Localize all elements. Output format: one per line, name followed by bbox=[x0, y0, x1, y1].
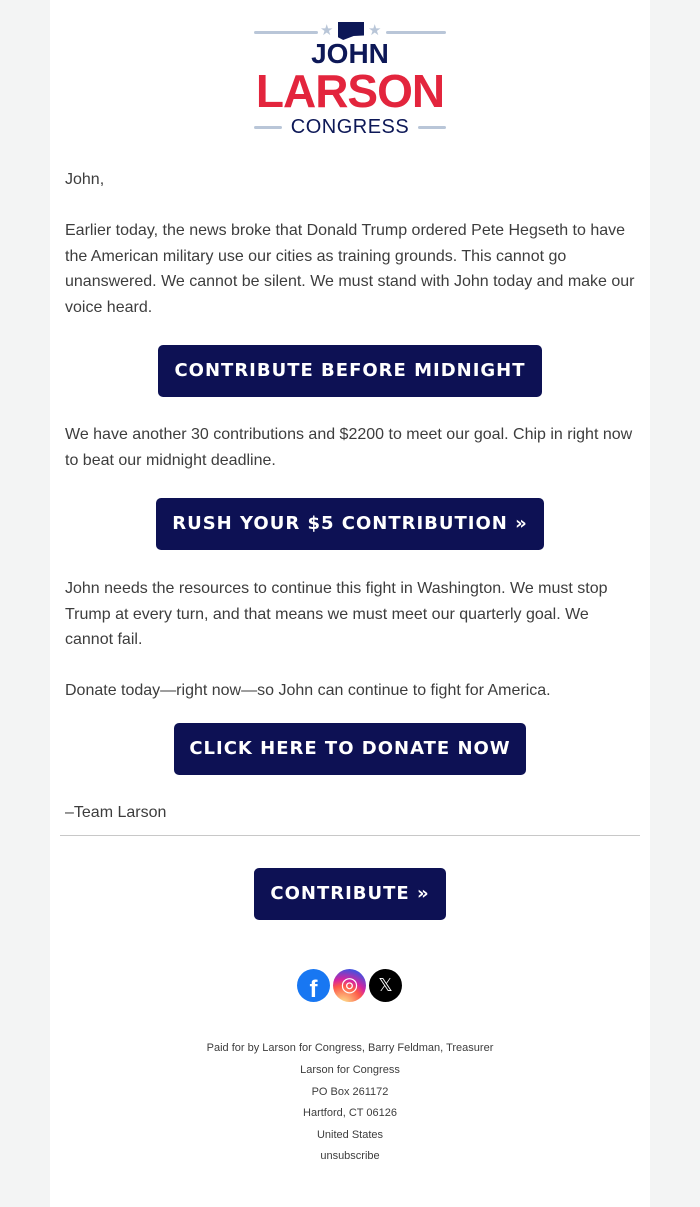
logo-first-name: JOHN bbox=[311, 38, 389, 69]
logo-rule-bottom-left bbox=[254, 126, 282, 129]
divider bbox=[60, 835, 640, 836]
footer-city: Hartford, CT 06126 bbox=[303, 1107, 397, 1119]
unsubscribe-link[interactable]: unsubscribe bbox=[320, 1150, 380, 1162]
star-icon: ★ bbox=[320, 22, 334, 39]
instagram-glyph: ◎ bbox=[340, 974, 359, 996]
logo-rule-top-left bbox=[254, 31, 318, 34]
logo-congress: CONGRESS bbox=[290, 116, 410, 138]
logo-last-name: LARSON bbox=[255, 65, 445, 117]
contribute-before-midnight-button[interactable]: CONTRIBUTE BEFORE MIDNIGHT bbox=[158, 345, 542, 397]
greeting: John, bbox=[65, 171, 105, 188]
x-glyph: 𝕏 bbox=[378, 975, 393, 995]
logo-rule-bottom-right bbox=[418, 126, 446, 129]
instagram-icon[interactable] bbox=[333, 969, 366, 1002]
body-paragraph-4: Donate today—right now—so John can continue to fight for America. bbox=[65, 682, 551, 699]
contribute-button[interactable]: CONTRIBUTE » bbox=[254, 868, 446, 920]
footer-organization: Larson for Congress bbox=[300, 1064, 400, 1076]
email-card bbox=[50, 0, 650, 1207]
body-paragraph-2: We have another 30 contributions and $2200 to meet our goal. Chip in right now to beat our midnight deadline. bbox=[65, 426, 633, 469]
footer-country: United States bbox=[316, 1129, 384, 1141]
body-paragraph-1: Earlier today, the news broke that Donald Trump ordered Pete Hegseth to have the American military use our cities as training grounds. This cannot go unanswered. We cannot be silent. We must stand with John today and make our voice heard. bbox=[65, 222, 635, 316]
facebook-icon[interactable] bbox=[297, 969, 330, 1002]
paid-for-disclaimer: Paid for by Larson for Congress, Barry Feldman, Treasurer bbox=[206, 1042, 494, 1054]
body-paragraph-3: John needs the resources to continue this fight in Washington. We must stop Trump at every turn, and that means we must meet our quarterly goal. We cannot fail. bbox=[65, 580, 608, 648]
x-twitter-icon[interactable] bbox=[369, 969, 402, 1002]
logo-rule-top-right bbox=[386, 31, 446, 34]
donate-now-button[interactable]: CLICK HERE TO DONATE NOW bbox=[174, 723, 526, 775]
facebook-glyph: f bbox=[309, 976, 318, 1003]
signoff: –Team Larson bbox=[65, 804, 167, 821]
john-larson-congress-logo bbox=[252, 20, 448, 140]
footer-po-box: PO Box 261172 bbox=[311, 1086, 389, 1098]
star-icon: ★ bbox=[368, 22, 382, 39]
rush-contribution-button[interactable]: RUSH YOUR $5 CONTRIBUTION » bbox=[156, 498, 544, 550]
